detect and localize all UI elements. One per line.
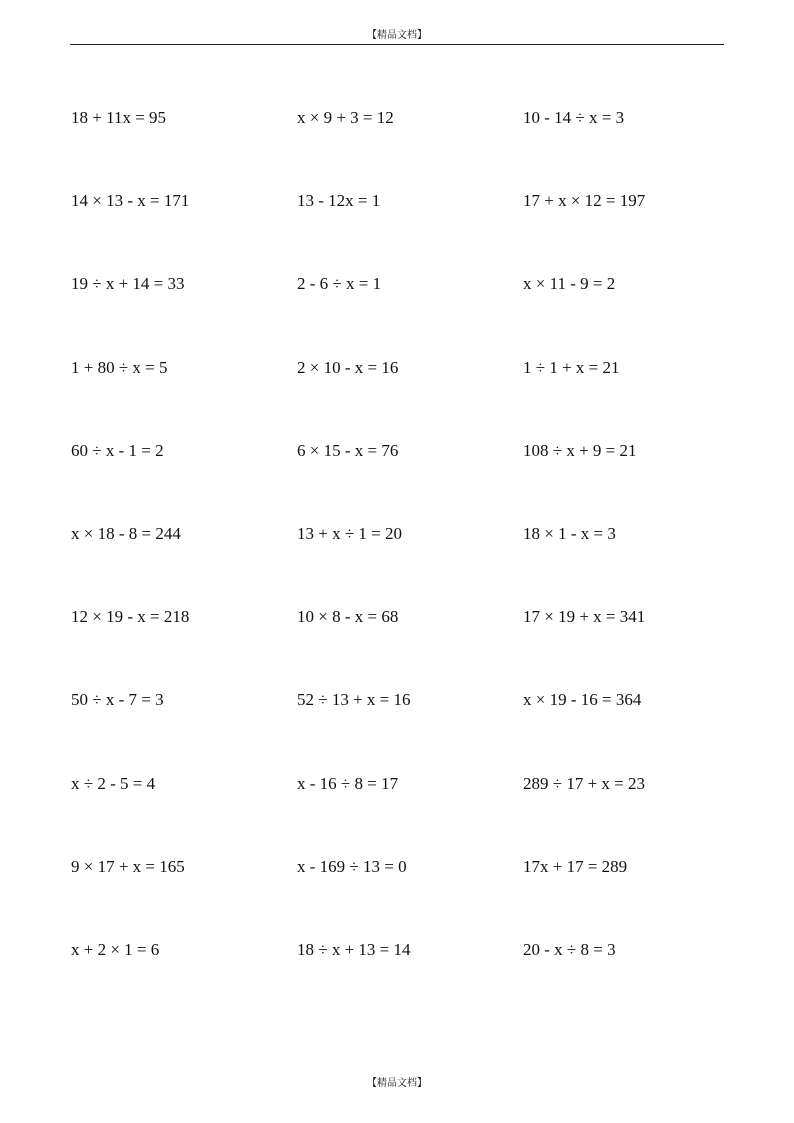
equation: x - 169 ÷ 13 = 0 — [297, 856, 407, 876]
equation: 10 - 14 ÷ x = 3 — [523, 108, 625, 127]
equation: 18 × 1 - x = 3 — [523, 523, 616, 543]
equation: x × 19 - 16 = 364 — [523, 690, 642, 710]
equation: x + 2 × 1 = 6 — [71, 939, 160, 959]
equation: 19 ÷ x + 14 = 33 — [71, 274, 185, 294]
equation-grid — [71, 106, 731, 1021]
equation: 6 × 15 - x = 76 — [297, 440, 399, 460]
equation: 60 ÷ x - 1 = 2 — [71, 440, 164, 460]
equation: 14 × 13 - x = 171 — [71, 191, 190, 211]
header-rule — [70, 44, 724, 45]
equation: 17x + 17 = 289 — [523, 856, 628, 876]
equation: 2 × 10 - x = 16 — [297, 357, 399, 377]
equation: 1 ÷ 1 + x = 21 — [523, 357, 620, 377]
equation: 20 - x ÷ 8 = 3 — [523, 939, 616, 959]
equation: 289 ÷ 17 + x = 23 — [523, 773, 646, 793]
equation: 9 × 17 + x = 165 — [71, 856, 185, 876]
equation: 17 + x × 12 = 197 — [523, 191, 646, 211]
equation: x ÷ 2 - 5 = 4 — [71, 773, 156, 793]
equation: 50 ÷ x - 7 = 3 — [71, 690, 164, 710]
equation: 13 + x ÷ 1 = 20 — [297, 523, 403, 543]
equation: x × 18 - 8 = 244 — [71, 523, 181, 543]
equation: 2 - 6 ÷ x = 1 — [297, 274, 382, 294]
equation: 10 × 8 - x = 68 — [297, 607, 399, 627]
equation: 52 ÷ 13 + x = 16 — [297, 690, 411, 710]
equation: 12 × 19 - x = 218 — [71, 607, 190, 627]
footer-label: 【精品文档】 — [367, 1078, 427, 1089]
equation: 18 + 11x = 95 — [71, 108, 167, 127]
equation: 108 ÷ x + 9 = 21 — [523, 440, 637, 460]
equation: 17 × 19 + x = 341 — [523, 607, 646, 627]
equation: x - 16 ÷ 8 = 17 — [297, 773, 399, 793]
equation: 18 ÷ x + 13 = 14 — [297, 939, 411, 959]
equation: 13 - 12x = 1 — [297, 191, 381, 211]
equation: x × 9 + 3 = 12 — [297, 108, 394, 127]
header-label: 【精品文档】 — [367, 30, 427, 41]
equation: 1 + 80 ÷ x = 5 — [71, 357, 168, 377]
equation: x × 11 - 9 = 2 — [523, 274, 616, 294]
